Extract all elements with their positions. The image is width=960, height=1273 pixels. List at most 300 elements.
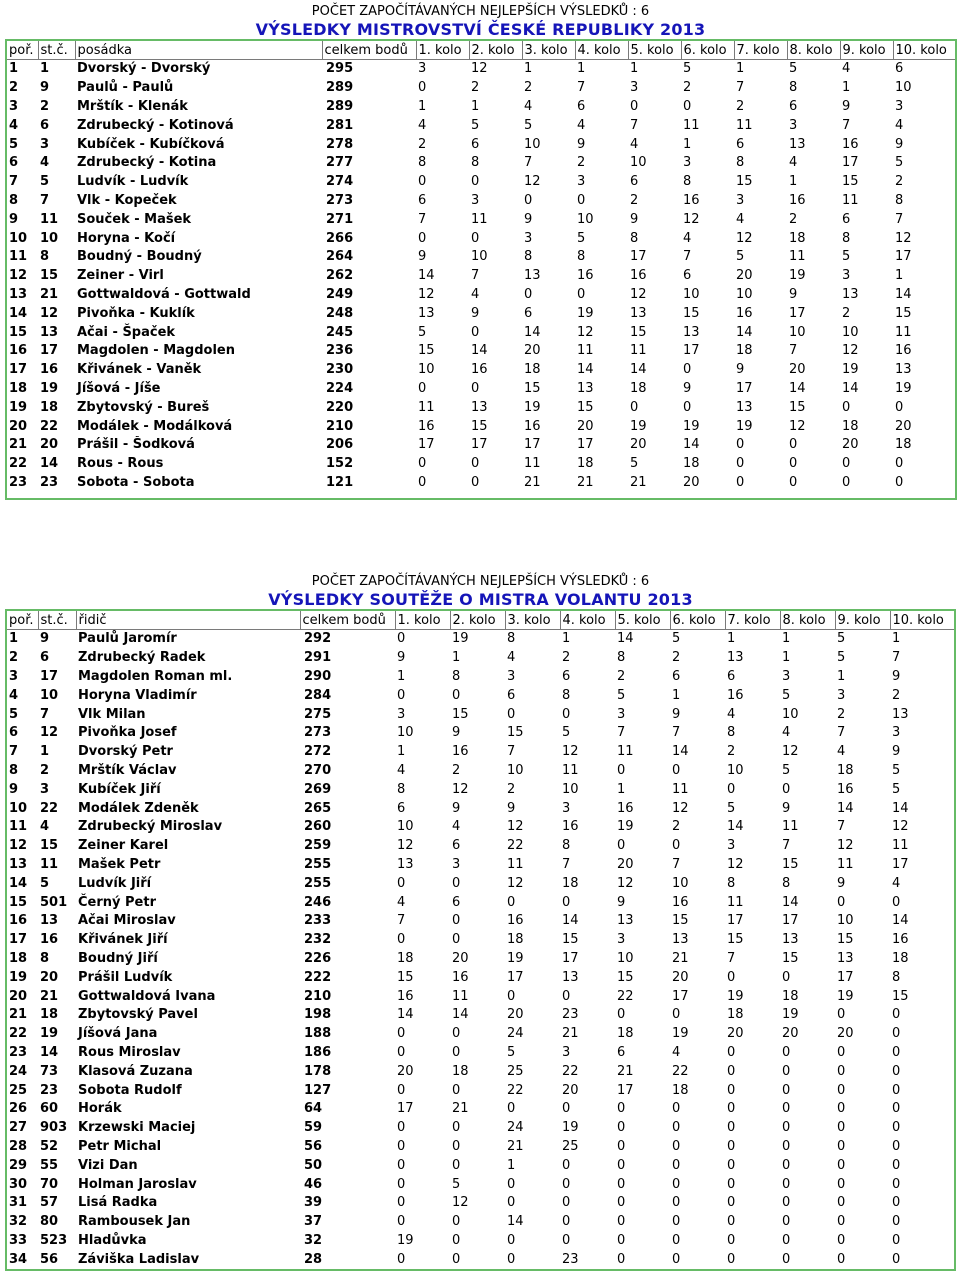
cell-rank: 24 (9, 1063, 28, 1079)
cell-rank: 18 (9, 380, 28, 396)
cell-round-10: 3 (892, 725, 901, 741)
cell-round-6: 4 (672, 1044, 681, 1060)
championship-section (5, 4, 956, 500)
cell-round-8: 0 (782, 969, 791, 985)
cell-name: Mašek Petr (78, 856, 161, 872)
cell-round-8: 0 (782, 1138, 791, 1154)
cell-round-7: 12 (727, 856, 744, 872)
cell-name: Magdolen - Magdolen (77, 343, 236, 359)
cell-round-5: 0 (617, 1120, 626, 1136)
cell-round-1: 20 (397, 1063, 414, 1079)
cell-start-number: 20 (40, 969, 59, 985)
cell-round-10: 13 (892, 706, 909, 722)
cell-rank: 16 (9, 913, 28, 929)
cell-round-8: 17 (789, 305, 806, 321)
cell-round-6: 0 (683, 98, 692, 114)
cell-round-8: 0 (782, 1120, 791, 1136)
cell-round-9: 19 (837, 988, 854, 1004)
cell-round-6: 7 (672, 725, 681, 741)
cell-round-3: 21 (524, 474, 541, 490)
cell-start-number: 18 (40, 399, 59, 415)
cell-round-6: 0 (672, 1157, 681, 1173)
table-row (6, 192, 956, 211)
cell-round-10: 15 (895, 305, 912, 321)
cell-name: Zdrubecký - Kotina (77, 155, 217, 171)
cell-round-6: 7 (672, 856, 681, 872)
cell-round-4: 10 (562, 781, 579, 797)
cell-round-4: 0 (577, 286, 586, 302)
cell-round-5: 0 (617, 1157, 626, 1173)
cell-round-9: 9 (842, 98, 851, 114)
column-header-round-1: 1. kolo (416, 40, 469, 60)
cell-round-5: 8 (630, 230, 639, 246)
cell-round-7: 13 (736, 399, 753, 415)
cell-round-5: 1 (617, 781, 626, 797)
cell-round-7: 8 (736, 155, 745, 171)
cell-round-1: 0 (397, 875, 406, 891)
cell-round-9: 18 (842, 418, 859, 434)
cell-round-10: 4 (895, 117, 904, 133)
cell-total-points: 295 (326, 61, 354, 77)
cell-rank: 12 (9, 838, 28, 854)
cell-round-8: 0 (782, 1251, 791, 1267)
cell-round-2: 10 (471, 249, 488, 265)
cell-total-points: 127 (304, 1082, 332, 1098)
championship-results-table (5, 39, 957, 500)
cell-total-points: 289 (326, 98, 354, 114)
cell-round-3: 0 (507, 1101, 516, 1117)
cell-round-1: 4 (418, 117, 427, 133)
cell-round-3: 17 (507, 969, 524, 985)
cell-round-9: 0 (837, 1007, 846, 1023)
cell-round-2: 0 (452, 1251, 461, 1267)
cell-round-8: 0 (789, 437, 798, 453)
cell-round-10: 19 (895, 380, 912, 396)
cell-start-number: 11 (40, 856, 59, 872)
cell-round-5: 21 (617, 1063, 634, 1079)
cell-round-1: 15 (397, 969, 414, 985)
cell-round-3: 0 (507, 1251, 516, 1267)
cell-total-points: 188 (304, 1026, 332, 1042)
column-header-name: posádka (75, 40, 322, 60)
cell-round-9: 16 (842, 136, 859, 152)
cell-round-2: 0 (452, 1214, 461, 1230)
cell-round-2: 0 (452, 1120, 461, 1136)
cell-start-number: 10 (40, 230, 59, 246)
cell-start-number: 19 (40, 380, 59, 396)
cell-round-1: 19 (397, 1232, 414, 1248)
table-row (6, 1100, 955, 1119)
cell-name: Holman Jaroslav (78, 1176, 197, 1192)
cell-start-number: 16 (40, 932, 59, 948)
cell-round-8: 0 (782, 1044, 791, 1060)
cell-start-number: 11 (40, 211, 59, 227)
cell-round-2: 8 (471, 155, 480, 171)
cell-round-8: 19 (782, 1007, 799, 1023)
cell-rank: 9 (9, 781, 19, 797)
column-header-round-2: 2. kolo (469, 40, 522, 60)
cell-name: Černý Petr (78, 894, 156, 910)
cell-round-7: 4 (736, 211, 745, 227)
cell-round-1: 0 (397, 1157, 406, 1173)
cell-round-8: 20 (782, 1026, 799, 1042)
cell-round-3: 22 (507, 838, 524, 854)
cell-round-9: 0 (837, 1063, 846, 1079)
cell-round-6: 7 (683, 249, 692, 265)
cell-round-3: 17 (524, 437, 541, 453)
cell-name: Petr Michal (78, 1138, 162, 1154)
cell-round-7: 0 (727, 1082, 736, 1098)
cell-round-5: 13 (617, 913, 634, 929)
cell-name: Klasová Zuzana (78, 1063, 193, 1079)
cell-round-3: 1 (524, 61, 533, 77)
cell-total-points: 206 (326, 437, 354, 453)
cell-round-5: 20 (617, 856, 634, 872)
cell-name: Magdolen Roman ml. (78, 668, 233, 684)
cell-round-8: 0 (782, 1214, 791, 1230)
cell-start-number: 6 (40, 650, 50, 666)
cell-name: Vlk Milan (78, 706, 146, 722)
cell-round-1: 10 (418, 362, 435, 378)
cell-round-3: 0 (507, 1176, 516, 1192)
header-row (6, 610, 955, 630)
table-row (6, 116, 956, 135)
cell-rank: 1 (9, 631, 19, 647)
cell-start-number: 80 (40, 1214, 59, 1230)
cell-rank: 25 (9, 1082, 28, 1098)
cell-round-6: 0 (672, 1214, 681, 1230)
cell-round-1: 14 (397, 1007, 414, 1023)
cell-name: Rous Miroslav (78, 1044, 181, 1060)
table-row (6, 380, 956, 399)
cell-start-number: 55 (40, 1157, 59, 1173)
cell-total-points: 271 (326, 211, 354, 227)
cell-round-6: 0 (683, 362, 692, 378)
cell-round-10: 0 (892, 1195, 901, 1211)
cell-round-1: 16 (397, 988, 414, 1004)
cell-round-2: 13 (471, 399, 488, 415)
cell-round-8: 15 (782, 856, 799, 872)
cell-round-10: 15 (892, 988, 909, 1004)
cell-round-8: 14 (782, 894, 799, 910)
cell-round-1: 7 (418, 211, 427, 227)
cell-round-4: 0 (562, 1157, 571, 1173)
cell-name: Lisá Radka (78, 1195, 158, 1211)
cell-round-7: 0 (727, 969, 736, 985)
cell-round-1: 4 (397, 894, 406, 910)
cell-start-number: 52 (40, 1138, 59, 1154)
cell-total-points: 277 (326, 155, 354, 171)
column-header-round-10: 10. kolo (890, 610, 955, 630)
cell-round-2: 3 (471, 192, 480, 208)
cell-round-1: 0 (397, 932, 406, 948)
cell-round-10: 1 (892, 631, 901, 647)
cell-round-3: 7 (507, 744, 516, 760)
cell-name: Ludvík - Ludvík (77, 174, 189, 190)
cell-total-points: 273 (326, 192, 354, 208)
cell-round-9: 0 (837, 1176, 846, 1192)
cell-name: Vlk - Kopeček (77, 192, 177, 208)
cell-rank: 21 (9, 437, 28, 453)
cell-round-3: 4 (507, 650, 516, 666)
cell-round-7: 11 (736, 117, 753, 133)
cell-total-points: 265 (304, 800, 332, 816)
cell-round-5: 9 (630, 211, 639, 227)
cell-round-5: 4 (630, 136, 639, 152)
cell-start-number: 13 (40, 324, 59, 340)
cell-round-1: 13 (418, 305, 435, 321)
cell-round-3: 14 (507, 1214, 524, 1230)
cell-round-2: 0 (452, 875, 461, 891)
cell-round-2: 11 (471, 211, 488, 227)
cell-round-10: 0 (892, 1082, 901, 1098)
cell-round-2: 0 (471, 456, 480, 472)
cell-round-3: 9 (524, 211, 533, 227)
cell-round-5: 19 (617, 819, 634, 835)
cell-total-points: 270 (304, 762, 332, 778)
cell-round-9: 0 (837, 1232, 846, 1248)
cell-total-points: 32 (304, 1232, 323, 1248)
cell-round-10: 12 (895, 230, 912, 246)
cell-round-3: 6 (524, 305, 533, 321)
cell-start-number: 12 (40, 725, 59, 741)
cell-round-2: 15 (452, 706, 469, 722)
cell-round-4: 2 (562, 650, 571, 666)
table-row (6, 1025, 955, 1044)
cell-name: Horyna - Kočí (77, 230, 176, 246)
cell-round-2: 0 (452, 1082, 461, 1098)
cell-round-8: 10 (782, 706, 799, 722)
cell-round-7: 7 (727, 950, 736, 966)
cell-round-1: 10 (397, 819, 414, 835)
cell-round-7: 0 (727, 1214, 736, 1230)
table-row (6, 724, 955, 743)
cell-round-3: 12 (524, 174, 541, 190)
cell-round-6: 0 (672, 1176, 681, 1192)
cell-round-5: 0 (630, 399, 639, 415)
cell-round-7: 1 (727, 631, 736, 647)
cell-round-2: 7 (471, 268, 480, 284)
cell-round-9: 0 (837, 1082, 846, 1098)
cell-round-3: 21 (507, 1138, 524, 1154)
cell-start-number: 17 (40, 343, 59, 359)
cell-round-3: 0 (524, 192, 533, 208)
cell-total-points: 39 (304, 1195, 323, 1211)
cell-round-8: 1 (782, 631, 791, 647)
cell-total-points: 224 (326, 380, 354, 396)
cell-round-8: 12 (789, 418, 806, 434)
cell-start-number: 14 (40, 456, 59, 472)
counted-results-label: POČET ZAPOČÍTÁVANÝCH NEJLEPŠÍCH VÝSLEDKŮ : 6 (311, 4, 650, 19)
cell-rank: 20 (9, 988, 28, 1004)
cell-rank: 20 (9, 418, 28, 434)
cell-round-3: 11 (507, 856, 524, 872)
cell-round-9: 1 (842, 80, 851, 96)
cell-round-9: 11 (842, 192, 859, 208)
cell-round-4: 4 (577, 117, 586, 133)
table-row (6, 874, 955, 893)
cell-start-number: 13 (40, 913, 59, 929)
cell-round-8: 9 (782, 800, 791, 816)
cell-total-points: 121 (326, 474, 354, 490)
cell-round-3: 5 (507, 1044, 516, 1060)
cell-round-9: 13 (837, 950, 854, 966)
cell-round-4: 19 (577, 305, 594, 321)
cell-round-2: 20 (452, 950, 469, 966)
cell-rank: 4 (9, 687, 19, 703)
cell-round-2: 0 (452, 1232, 461, 1248)
cell-round-10: 0 (892, 1214, 901, 1230)
cell-total-points: 236 (326, 343, 354, 359)
cell-round-1: 12 (418, 286, 435, 302)
cell-round-9: 17 (842, 155, 859, 171)
cell-round-3: 19 (524, 399, 541, 415)
cell-round-3: 16 (507, 913, 524, 929)
cell-round-9: 4 (837, 744, 846, 760)
table-row (6, 1044, 955, 1063)
cell-rank: 14 (9, 305, 28, 321)
cell-round-3: 3 (524, 230, 533, 246)
cell-round-2: 5 (471, 117, 480, 133)
cell-round-9: 0 (842, 399, 851, 415)
cell-round-4: 18 (577, 456, 594, 472)
cell-round-6: 10 (683, 286, 700, 302)
cell-round-3: 0 (524, 286, 533, 302)
cell-round-10: 7 (892, 650, 901, 666)
cell-round-3: 0 (507, 706, 516, 722)
cell-round-9: 0 (837, 1138, 846, 1154)
cell-round-2: 11 (452, 988, 469, 1004)
cell-round-6: 15 (672, 913, 689, 929)
cell-round-1: 15 (418, 343, 435, 359)
cell-round-6: 20 (683, 474, 700, 490)
cell-round-4: 13 (577, 380, 594, 396)
table-row (6, 1213, 955, 1232)
cell-rank: 31 (9, 1195, 28, 1211)
cell-total-points: 178 (304, 1063, 332, 1079)
cell-round-3: 24 (507, 1026, 524, 1042)
cell-round-6: 19 (683, 418, 700, 434)
cell-round-1: 0 (397, 1176, 406, 1192)
cell-round-7: 19 (727, 988, 744, 1004)
cell-round-8: 12 (782, 744, 799, 760)
cell-round-3: 12 (507, 875, 524, 891)
cell-start-number: 73 (40, 1063, 59, 1079)
cell-round-3: 25 (507, 1063, 524, 1079)
cell-round-5: 18 (630, 380, 647, 396)
cell-start-number: 2 (40, 98, 50, 114)
cell-round-4: 22 (562, 1063, 579, 1079)
table-row (6, 931, 955, 950)
cell-round-6: 6 (683, 268, 692, 284)
cell-round-2: 17 (471, 437, 488, 453)
table-row (6, 79, 956, 98)
cell-total-points: 222 (304, 969, 332, 985)
cell-round-5: 2 (630, 192, 639, 208)
cell-round-10: 11 (895, 324, 912, 340)
cell-start-number: 4 (40, 819, 50, 835)
cell-round-3: 24 (507, 1120, 524, 1136)
cell-round-4: 3 (562, 1044, 571, 1060)
cell-round-4: 0 (562, 1214, 571, 1230)
cell-round-6: 0 (672, 1007, 681, 1023)
cell-round-1: 0 (418, 474, 427, 490)
cell-round-2: 3 (452, 856, 461, 872)
cell-round-7: 3 (736, 192, 745, 208)
cell-start-number: 9 (40, 631, 50, 647)
cell-round-3: 4 (524, 98, 533, 114)
cell-start-number: 3 (40, 781, 50, 797)
column-header-round-8: 8. kolo (780, 610, 835, 630)
cell-round-7: 14 (727, 819, 744, 835)
cell-round-7: 8 (727, 875, 736, 891)
table-row (6, 837, 955, 856)
cell-start-number: 10 (40, 687, 59, 703)
cell-name: Ludvík Jiří (78, 875, 152, 891)
cell-name: Pivoňka - Kuklík (77, 305, 195, 321)
cell-total-points: 273 (304, 725, 332, 741)
cell-round-4: 1 (562, 631, 571, 647)
cell-round-1: 0 (397, 1044, 406, 1060)
cell-rank: 27 (9, 1120, 28, 1136)
cell-round-1: 3 (397, 706, 406, 722)
cell-round-4: 9 (577, 136, 586, 152)
cell-round-6: 10 (672, 875, 689, 891)
cell-round-6: 0 (672, 1232, 681, 1248)
cell-round-8: 3 (782, 668, 791, 684)
cell-round-10: 12 (892, 819, 909, 835)
cell-round-7: 16 (727, 687, 744, 703)
cell-round-8: 1 (782, 650, 791, 666)
cell-rank: 19 (9, 399, 28, 415)
cell-name: Zdrubecký Radek (78, 650, 206, 666)
table-row (6, 323, 956, 342)
table-row (6, 630, 955, 649)
cell-round-7: 0 (727, 781, 736, 797)
cell-name: Kubíček - Kubíčková (77, 136, 225, 152)
driver-competition-title: VÝSLEDKY SOUTĚŽE O MISTRA VOLANTU 2013 (268, 590, 693, 609)
cell-rank: 8 (9, 192, 19, 208)
table-row (6, 780, 955, 799)
cell-round-1: 13 (397, 856, 414, 872)
cell-rank: 5 (9, 706, 19, 722)
cell-round-9: 11 (837, 856, 854, 872)
cell-round-4: 0 (562, 706, 571, 722)
cell-rank: 15 (9, 324, 28, 340)
cell-start-number: 7 (40, 192, 50, 208)
cell-name: Mrštík Václav (78, 762, 177, 778)
cell-total-points: 269 (304, 781, 332, 797)
cell-round-2: 16 (452, 969, 469, 985)
cell-round-4: 25 (562, 1138, 579, 1154)
cell-round-3: 2 (524, 80, 533, 96)
cell-round-8: 7 (782, 838, 791, 854)
cell-round-10: 9 (892, 744, 901, 760)
cell-round-7: 20 (736, 268, 753, 284)
cell-round-9: 0 (837, 1195, 846, 1211)
cell-total-points: 266 (326, 230, 354, 246)
cell-round-10: 0 (892, 1044, 901, 1060)
cell-round-9: 17 (837, 969, 854, 985)
cell-start-number: 2 (40, 762, 50, 778)
cell-round-9: 15 (837, 932, 854, 948)
cell-round-6: 3 (683, 155, 692, 171)
cell-round-5: 11 (617, 744, 634, 760)
cell-round-8: 0 (789, 474, 798, 490)
cell-round-4: 6 (577, 98, 586, 114)
cell-round-5: 13 (630, 305, 647, 321)
cell-round-10: 0 (892, 1026, 901, 1042)
